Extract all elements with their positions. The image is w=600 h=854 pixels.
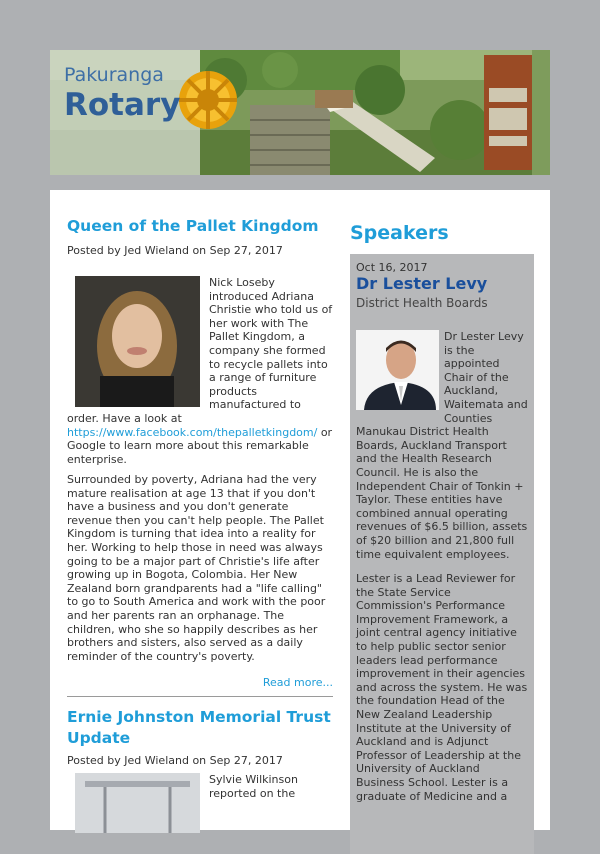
article-title[interactable]: Queen of the Pallet Kingdom — [67, 217, 319, 235]
article-title[interactable]: Ernie Johnston Memorial Trust Update — [67, 708, 331, 747]
header-banner — [50, 50, 550, 175]
article-intro-text: Sylvie Wilkinson reported on the — [209, 773, 298, 800]
facebook-link[interactable]: https://www.facebook.com/thepalletkingdom/ — [67, 425, 318, 439]
content-card — [50, 190, 550, 830]
speaker-organisation: District Health Boards — [356, 296, 488, 310]
article-intro — [67, 276, 333, 466]
article-image — [75, 276, 200, 407]
speaker-bio-paragraph: Dr Lester Levy is the appointed Chair of the Auckland, Waitemata and Counties Manukau District Health Boards, Auckland Transport and the Health Research Council. He is also the Independent Chair of Tonkin + Taylor. These entities have combined annual operating revenues of $6.5 billion, assets of $20 billion and 21,800 full time equivalent employees. — [356, 330, 528, 561]
article-body: Surrounded by poverty, Adriana had the very mature realisation at age 13 that if you don't have a business and you don't generate revenue then you can't help people. The Pallet Kingdom is turning that idea into a reality for her. Working to help those in need was always going to be a major part of Christie's life after growing up in Bogota, Colombia. Her New Zealand born grandparents had a "life calling" to go to South America and work with the poor and her parents ran an orphanage. The children, who she so happily describes as her brothers and sisters, also served as a daily reminder of the country's poverty. — [67, 473, 326, 663]
article-intro-text: Nick Loseby introduced Adriana Christie who told us of her work with The Pallet Kingdom, a company she formed to recycle pallets into a range of furniture products manufactured to order. Have a look at — [67, 276, 333, 425]
logo-big-text: Rotary — [64, 87, 181, 123]
article-meta: Posted by Jed Wieland on Sep 27, 2017 — [67, 244, 283, 257]
article-image — [75, 773, 200, 833]
speaker-card — [350, 254, 534, 854]
read-more-link[interactable]: Read more... — [262, 676, 333, 689]
speaker-name[interactable]: Dr Lester Levy — [356, 274, 488, 293]
logo-small-text: Pakuranga — [64, 64, 164, 86]
speakers-heading: Speakers — [350, 222, 449, 244]
speaker-photo — [356, 330, 439, 410]
article-intro-tail: or Google to learn more about this remarkable enterprise. — [67, 425, 333, 466]
article-meta: Posted by Jed Wieland on Sep 27, 2017 — [67, 754, 283, 767]
speaker-date: Oct 16, 2017 — [356, 261, 428, 274]
article-intro — [67, 773, 333, 833]
article-divider — [67, 696, 333, 697]
speaker-bio-paragraph: Lester is a Lead Reviewer for the State Service Commission's Performance Improvement Framework, a joint central agency initiative to help public sector senior leaders lead performance improvement in their agencies and across the system. He was the foundation Head of the New Zealand Leadership Institute at the University of Auckland and is Adjunct Professor of Leadership at the University of Auckland Business School. Lester is a graduate of Medicine and a — [356, 572, 528, 803]
speaker-bio — [356, 330, 528, 814]
